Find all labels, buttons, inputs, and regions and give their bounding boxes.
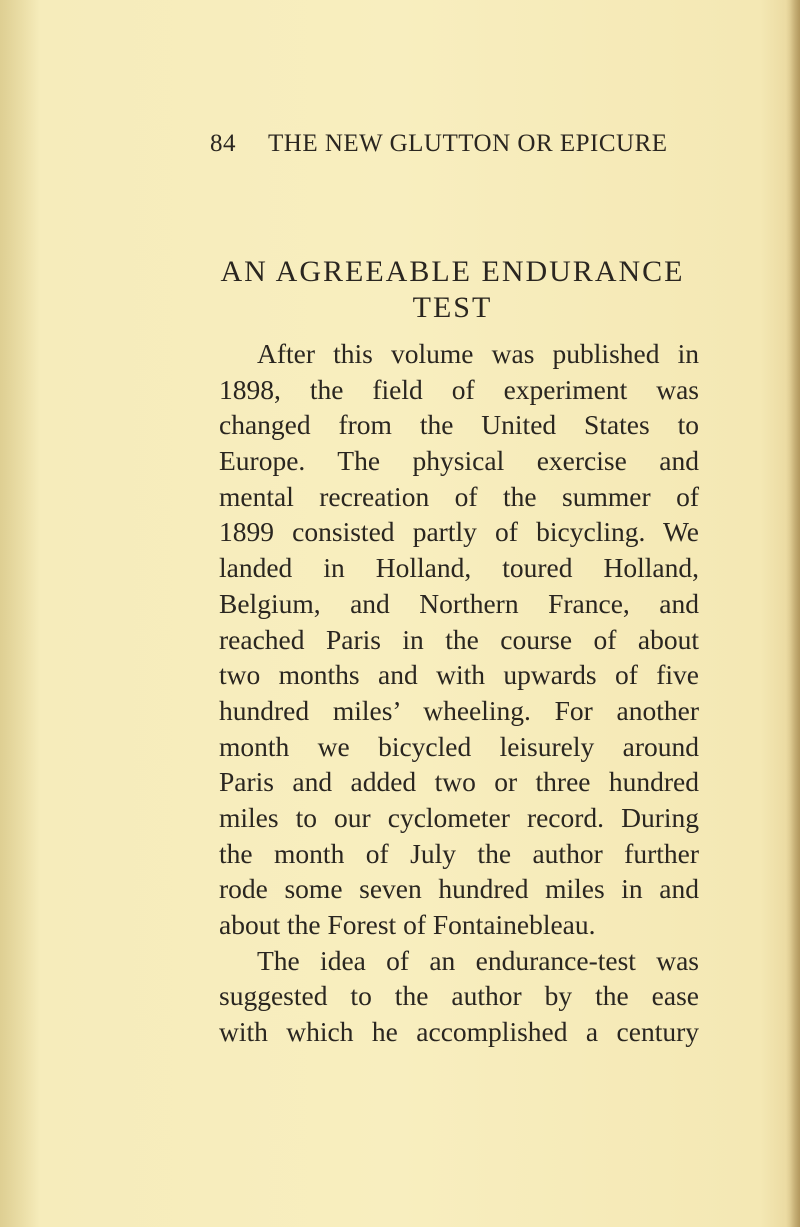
body-line: suggested to the author by the ease — [219, 980, 699, 1012]
body-line: reached Paris in the course of about — [219, 623, 699, 655]
body-line: the month of July the author further — [219, 837, 699, 869]
body-line: mental recreation of the summer of — [219, 480, 699, 512]
body-line: 1898, the field of experiment was — [219, 373, 699, 405]
body-line: The idea of an endurance-test was — [257, 944, 699, 976]
body-line: Paris and added two or three hundred — [219, 766, 699, 798]
body-line: After this volume was published in — [257, 338, 699, 369]
body-line: Europe. The physical exercise and — [219, 445, 699, 477]
page-edge-shadow — [786, 0, 800, 1227]
gutter-shadow — [0, 0, 40, 1227]
page-number: 84 — [210, 130, 236, 157]
body-text — [219, 336, 699, 1050]
body-line: hundred miles’ wheeling. For another — [219, 694, 699, 726]
body-line: with which he accomplished a century — [219, 1016, 699, 1048]
running-title: THE NEW GLUTTON OR EPICURE — [268, 130, 668, 157]
body-line: 1899 consisted partly of bicycling. We — [219, 516, 699, 548]
body-line: month we bicycled leisurely around — [219, 730, 699, 762]
body-line: changed from the United States to — [219, 409, 699, 441]
body-line: rode some seven hundred miles in and — [219, 873, 699, 905]
body-line: landed in Holland, toured Holland, — [219, 552, 699, 584]
chapter-title-line-2: TEST — [412, 291, 493, 324]
chapter-title-line-1: AN AGREEABLE ENDURANCE — [220, 255, 685, 288]
body-line: about the Forest of Fontainebleau. — [219, 909, 596, 940]
body-line: Belgium, and Northern France, and — [219, 587, 699, 619]
body-line: two months and with upwards of five — [219, 659, 699, 691]
running-head — [210, 130, 690, 158]
body-line: miles to our cyclometer record. During — [219, 801, 699, 833]
